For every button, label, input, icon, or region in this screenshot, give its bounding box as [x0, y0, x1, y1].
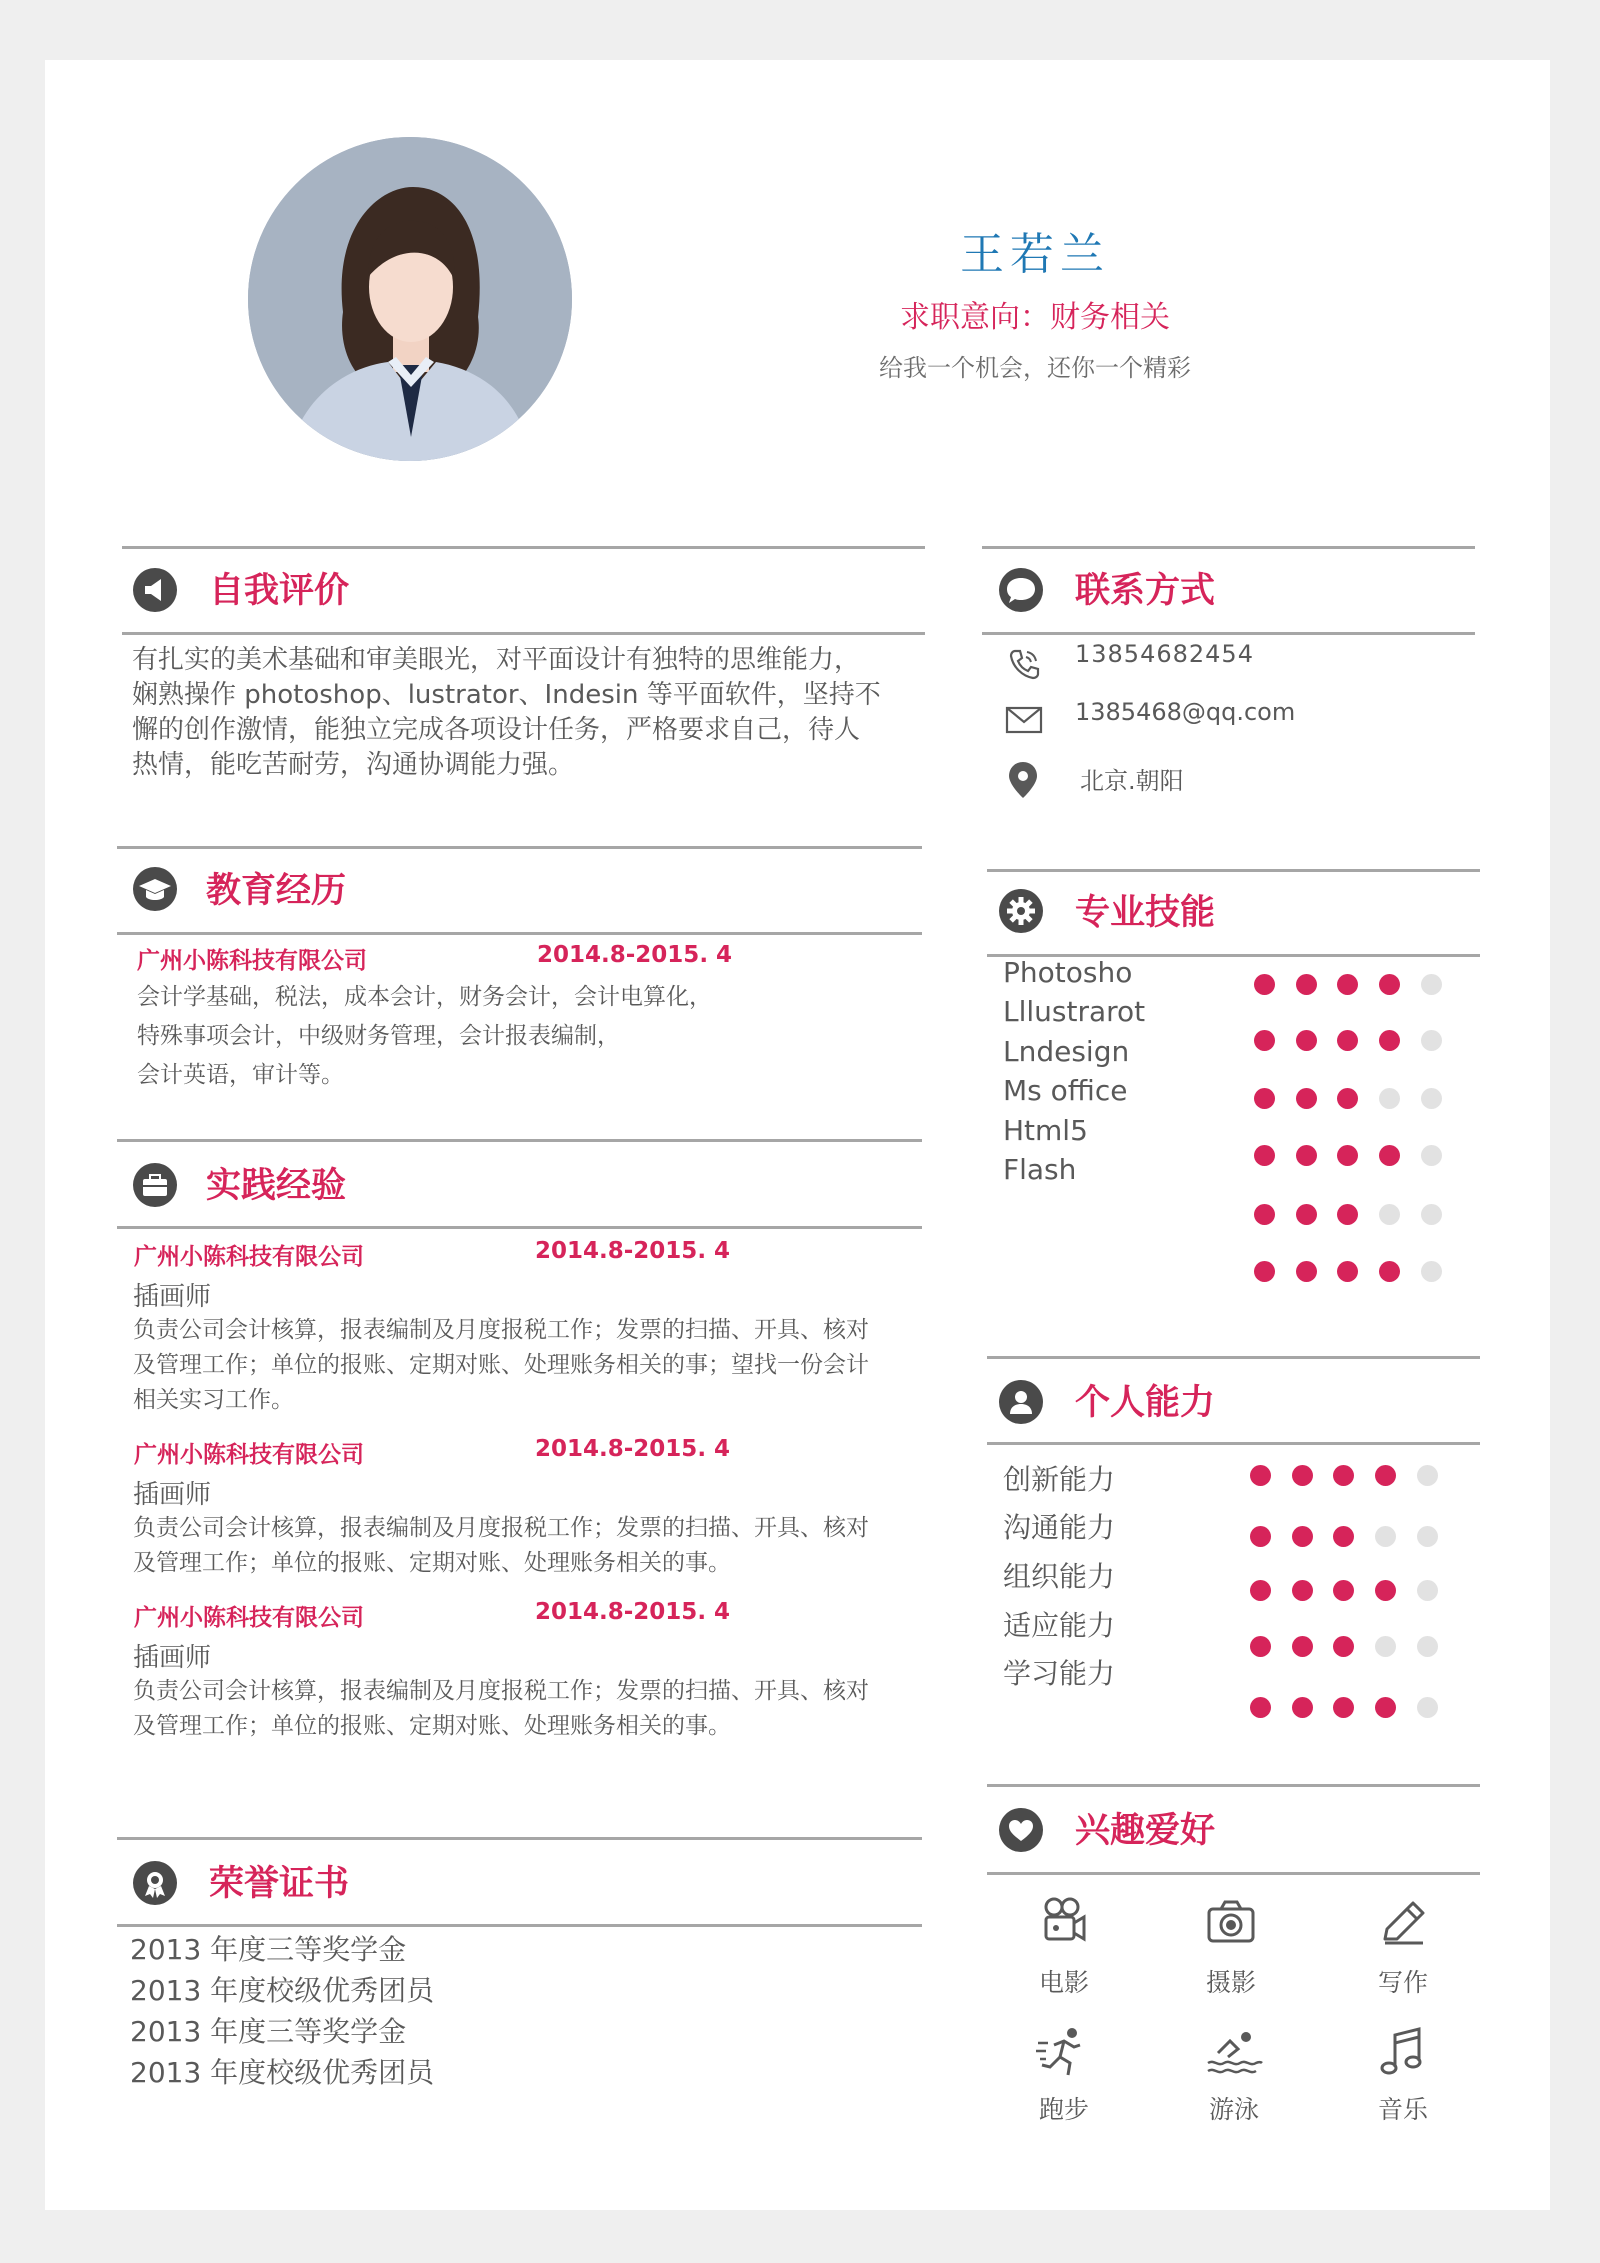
practice-date: 2014.8-2015. 4 — [535, 1238, 731, 1264]
phone-number: 13854682454 — [1075, 640, 1254, 668]
practice-role: 插画师 — [133, 1282, 212, 1312]
desc-line: 及管理工作；单位的报账、定期对账、处理账务相关的事。 — [133, 1713, 731, 1739]
section-bottom-rule — [987, 1442, 1480, 1445]
ability-dot-filled — [1375, 1465, 1396, 1486]
ability-dot-filled — [1292, 1697, 1313, 1718]
education-date: 2014.8-2015. 4 — [537, 942, 733, 968]
practice-role: 插画师 — [133, 1643, 212, 1673]
ability-dot-filled — [1333, 1636, 1354, 1657]
practice-desc — [133, 1674, 869, 1744]
section-top-rule — [117, 846, 922, 849]
self-eval-text — [132, 643, 932, 783]
section-title-self-eval: 自我评价 — [209, 571, 350, 611]
self-eval-line: 有扎实的美术基础和审美眼光，对平面设计有独特的思维能力， — [132, 645, 861, 675]
section-top-rule — [117, 1837, 922, 1840]
ability-dot-empty — [1417, 1465, 1438, 1486]
location-pin-icon — [1006, 760, 1040, 800]
section-top-rule — [987, 1784, 1480, 1787]
hobby-label: 电影 — [1038, 1968, 1089, 1997]
skill-dot-filled — [1296, 1088, 1317, 1109]
section-title-honors: 荣誉证书 — [209, 1864, 350, 1904]
section-bottom-rule — [987, 1872, 1480, 1875]
section-top-rule — [987, 869, 1480, 872]
ability-dot-filled — [1375, 1697, 1396, 1718]
skill-label: Photosho — [1003, 956, 1133, 989]
award-medal-icon — [133, 1861, 177, 1905]
motto: 给我一个机会，还你一个精彩 — [879, 354, 1191, 382]
skill-dot-filled — [1337, 1261, 1358, 1282]
hobby-label: 跑步 — [1038, 2095, 1089, 2124]
ability-dot-filled — [1250, 1465, 1271, 1486]
skill-dot-empty — [1421, 1088, 1442, 1109]
ability-dot-empty — [1417, 1580, 1438, 1601]
skill-label: Lndesign — [1003, 1035, 1130, 1068]
ability-dot-empty — [1375, 1636, 1396, 1657]
skill-dot-empty — [1421, 1030, 1442, 1051]
skill-dot-filled — [1337, 1145, 1358, 1166]
skill-label: Html5 — [1003, 1114, 1088, 1147]
desc-line: 及管理工作；单位的报账、定期对账、处理账务相关的事；望找一份会计 — [133, 1352, 869, 1378]
skill-dot-filled — [1254, 1145, 1275, 1166]
chat-bubble-icon — [999, 568, 1043, 612]
skill-dot-filled — [1337, 974, 1358, 995]
ability-dot-filled — [1333, 1465, 1354, 1486]
ability-dot-filled — [1250, 1580, 1271, 1601]
section-title-contact: 联系方式 — [1075, 571, 1216, 611]
gear-icon — [999, 889, 1043, 933]
ability-label: 组织能力 — [1003, 1560, 1116, 1593]
ability-dot-empty — [1417, 1636, 1438, 1657]
skill-label: Lllustrarot — [1003, 995, 1146, 1028]
running-icon — [1034, 2023, 1094, 2083]
skill-dot-filled — [1379, 1145, 1400, 1166]
ability-label: 学习能力 — [1003, 1657, 1116, 1690]
practice-org: 广州小陈科技有限公司 — [134, 1442, 364, 1468]
skill-dot-filled — [1379, 1030, 1400, 1051]
ability-dot-filled — [1250, 1636, 1271, 1657]
honor-item: 2013 年度校级优秀团员 — [130, 2056, 435, 2089]
hobby-label: 游泳 — [1208, 2095, 1259, 2124]
skill-dot-filled — [1296, 1261, 1317, 1282]
ability-dot-filled — [1292, 1636, 1313, 1657]
desc-line: 负责公司会计核算，报表编制及月度报税工作；发票的扫描、开具、核对 — [133, 1678, 869, 1704]
section-top-rule — [982, 546, 1475, 549]
skill-dot-filled — [1254, 1030, 1275, 1051]
hobby-label: 音乐 — [1377, 2095, 1428, 2124]
film-camera-icon — [1034, 1893, 1094, 1953]
section-title-hobbies: 兴趣爱好 — [1075, 1811, 1216, 1851]
ability-label: 创新能力 — [1003, 1463, 1116, 1496]
skill-dot-filled — [1379, 974, 1400, 995]
desc-line: 及管理工作；单位的报账、定期对账、处理账务相关的事。 — [133, 1550, 731, 1576]
section-top-rule — [987, 1356, 1480, 1359]
skill-dot-empty — [1421, 1261, 1442, 1282]
candidate-name: 王若兰 — [960, 229, 1110, 280]
ability-dot-filled — [1292, 1465, 1313, 1486]
hobby-label: 写作 — [1377, 1968, 1428, 1997]
skill-label: Flash — [1003, 1153, 1077, 1186]
desc-line: 负责公司会计核算，报表编制及月度报税工作；发票的扫描、开具、核对 — [133, 1317, 869, 1343]
honor-item: 2013 年度三等奖学金 — [130, 1933, 407, 1966]
self-eval-line: 热情，能吃苦耐劳，沟通协调能力强。 — [132, 750, 575, 780]
skill-dot-empty — [1379, 1088, 1400, 1109]
ability-dot-filled — [1292, 1580, 1313, 1601]
section-top-rule — [122, 546, 925, 549]
graduation-cap-icon — [133, 867, 177, 911]
ability-dot-filled — [1292, 1526, 1313, 1547]
education-courses — [137, 978, 712, 1095]
course-line: 特殊事项会计，中级财务管理，会计报表编制， — [137, 1023, 620, 1049]
section-title-abilities: 个人能力 — [1075, 1383, 1216, 1423]
section-title-education: 教育经历 — [206, 871, 347, 911]
honor-item: 2013 年度校级优秀团员 — [130, 1974, 435, 2007]
honor-item: 2013 年度三等奖学金 — [130, 2015, 407, 2048]
skill-dot-empty — [1379, 1204, 1400, 1225]
briefcase-icon — [133, 1163, 177, 1207]
profile-photo — [248, 137, 572, 461]
desc-line: 相关实习工作。 — [133, 1387, 294, 1413]
skill-dot-empty — [1421, 1145, 1442, 1166]
section-top-rule — [117, 1139, 922, 1142]
skill-dot-filled — [1337, 1030, 1358, 1051]
skill-dot-filled — [1296, 974, 1317, 995]
ability-label: 适应能力 — [1003, 1609, 1116, 1642]
practice-date: 2014.8-2015. 4 — [535, 1436, 731, 1462]
music-note-icon — [1373, 2023, 1433, 2083]
ability-label: 沟通能力 — [1003, 1511, 1116, 1544]
practice-desc — [133, 1313, 869, 1418]
practice-org: 广州小陈科技有限公司 — [134, 1605, 364, 1631]
ability-dot-filled — [1250, 1526, 1271, 1547]
skill-label: Ms office — [1003, 1074, 1128, 1107]
desc-line: 负责公司会计核算，报表编制及月度报税工作；发票的扫描、开具、核对 — [133, 1515, 869, 1541]
ability-dot-filled — [1250, 1697, 1271, 1718]
skill-dot-empty — [1421, 974, 1442, 995]
course-line: 会计学基础，税法，成本会计，财务会计，会计电算化， — [137, 984, 712, 1010]
pencil-icon — [1373, 1893, 1433, 1953]
skill-dot-filled — [1296, 1030, 1317, 1051]
phone-icon — [1006, 646, 1042, 682]
envelope-icon — [1005, 706, 1043, 734]
megaphone-icon — [133, 568, 177, 612]
ability-dot-filled — [1333, 1697, 1354, 1718]
section-bottom-rule — [117, 1924, 922, 1927]
practice-org: 广州小陈科技有限公司 — [134, 1244, 364, 1270]
ability-dot-empty — [1417, 1697, 1438, 1718]
skill-dot-filled — [1337, 1088, 1358, 1109]
ability-dot-empty — [1417, 1526, 1438, 1547]
skill-dot-filled — [1296, 1204, 1317, 1225]
skill-dot-filled — [1337, 1204, 1358, 1225]
practice-role: 插画师 — [133, 1480, 212, 1510]
email-address: 1385468@qq.com — [1075, 698, 1296, 726]
course-line: 会计英语，审计等。 — [137, 1062, 344, 1088]
camera-icon — [1201, 1893, 1261, 1953]
skill-dot-filled — [1254, 1261, 1275, 1282]
skill-dot-filled — [1254, 1204, 1275, 1225]
education-org: 广州小陈科技有限公司 — [137, 948, 367, 974]
skill-dot-empty — [1421, 1204, 1442, 1225]
ability-dot-filled — [1375, 1580, 1396, 1601]
practice-date: 2014.8-2015. 4 — [535, 1599, 731, 1625]
person-icon — [999, 1380, 1043, 1424]
section-title-skills: 专业技能 — [1075, 893, 1216, 933]
skill-dot-filled — [1296, 1145, 1317, 1166]
practice-desc — [133, 1511, 869, 1581]
skill-dot-filled — [1254, 974, 1275, 995]
skill-dot-filled — [1254, 1088, 1275, 1109]
section-bottom-rule — [117, 932, 922, 935]
ability-dot-empty — [1375, 1526, 1396, 1547]
hobby-label: 摄影 — [1205, 1968, 1256, 1997]
section-bottom-rule — [122, 632, 925, 635]
section-bottom-rule — [982, 632, 1475, 635]
heart-icon — [999, 1808, 1043, 1852]
job-intent: 求职意向：财务相关 — [900, 300, 1170, 335]
address: 北京.朝阳 — [1080, 767, 1184, 795]
ability-dot-filled — [1333, 1526, 1354, 1547]
section-title-practice: 实践经验 — [206, 1166, 347, 1206]
self-eval-line: 懈的创作激情，能独立完成各项设计任务，严格要求自己，待人 — [132, 715, 861, 745]
honors-list — [130, 1929, 434, 2093]
self-eval-line: 娴熟操作 photoshop、lustrator、Indesin 等平面软件，坚持不 — [132, 680, 881, 710]
section-bottom-rule — [117, 1226, 922, 1229]
skill-dot-filled — [1379, 1261, 1400, 1282]
ability-dot-filled — [1333, 1580, 1354, 1601]
swimming-icon — [1204, 2023, 1264, 2083]
